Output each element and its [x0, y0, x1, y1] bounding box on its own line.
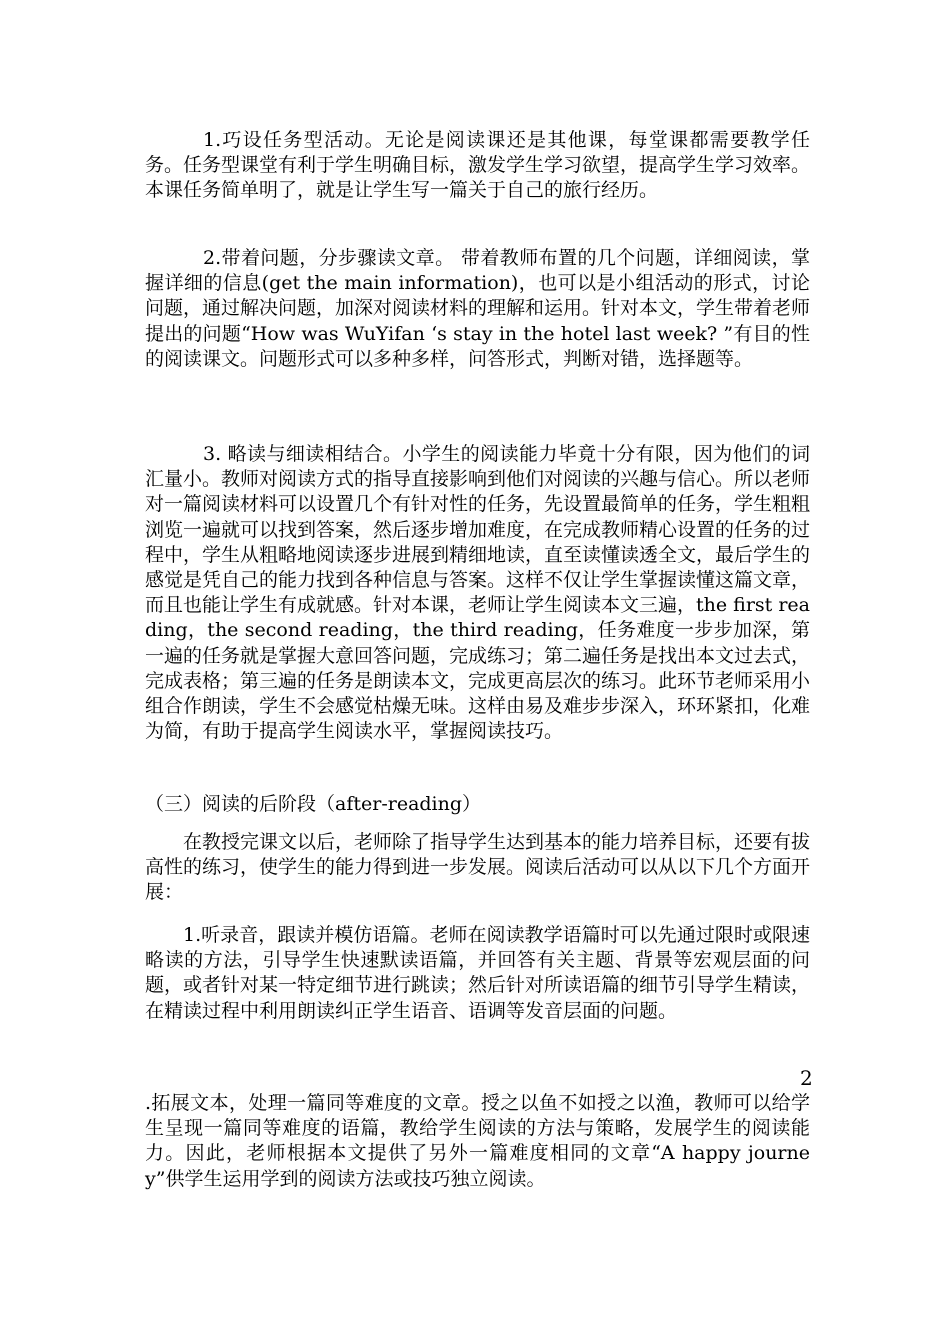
paragraph-listen-imitate: 1.听录音，跟读并模仿语篇。老师在阅读教学语篇时可以先通过限时或限速略读的方法，引导学生快速默读语篇，并回答有关主题、背景等宏观层面的问题，或者针对某一特定细节进行跳读；然后针对所读语篇的细节引导学生精读，在精读过程中利用朗读纠正学生语音、语调等发音层面的问题。 — [145, 924, 811, 1022]
page-number: 2 — [800, 1066, 813, 1090]
section-heading-after-reading: （三）阅读的后阶段（after-reading） — [145, 793, 482, 815]
paragraph-task-activity: 1.巧设任务型活动。无论是阅读课还是其他课，每堂课都需要教学任务。任务型课堂有利于学生明确目标，激发学生学习欲望，提高学生学习效率。本课任务简单明了，就是让学生写一篇关于自己的旅行经历。 — [145, 129, 811, 202]
paragraph-question-reading: 2.带着问题，分步骤读文章。 带着教师布置的几个问题，详细阅读，掌握详细的信息(get the main information)，也可以是小组活动的形式，讨论问题，通过解决问题，加深对阅读材料的理解和运用。针对本文，学生带着老师提出的问题“How was WuYifan ‘s stay in the hotel last week? ”有目的性的阅读课文。问题形式可以多种多样，问答形式，判断对错，选择题等。 — [145, 247, 811, 370]
paragraph-after-reading-intro: 在教授完课文以后，老师除了指导学生达到基本的能力培养目标，还要有拔高性的练习，使学生的能力得到进一步发展。阅读后活动可以从以下几个方面开展： — [145, 831, 811, 904]
paragraph-extend-text: .拓展文本，处理一篇同等难度的文章。授之以鱼不如授之以渔，教师可以给学生呈现一篇同等难度的语篇，教给学生阅读的方法与策略，发展学生的阅读能力。因此，老师根据本文提供了另外一篇难度相同的文章“A happy journey”供学生运用学到的阅读方法或技巧独立阅读。 — [145, 1092, 810, 1190]
paragraph-skim-detail-reading: 3. 略读与细读相结合。小学生的阅读能力毕竟十分有限，因为他们的词汇量小。教师对阅读方式的指导直接影响到他们对阅读的兴趣与信心。所以老师对一篇阅读材料可以设置几个有针对性的任务，先设置最简单的任务，学生粗粗浏览一遍就可以找到答案，然后逐步增加难度，在完成教师精心设置的任务的过程中，学生从粗略地阅读逐步进展到精细地读，直至读懂读透全文，最后学生的感觉是凭自己的能力找到各种信息与答案。这样不仅让学生掌握读懂这篇文章，而且也能让学生有成就感。针对本课，老师让学生阅读本文三遍，the first reading，the second reading，the third reading，任务难度一步步加深，第一遍的任务就是掌握大意回答问题，完成练习；第二遍任务是找出本文过去式，完成表格；第三遍的任务是朗读本文，完成更高层次的练习。此环节老师采用小组合作朗读，学生不会感觉枯燥无味。这样由易及难步步深入，环环紧扣，化难为简，有助于提高学生阅读水平，掌握阅读技巧。 — [145, 443, 811, 743]
